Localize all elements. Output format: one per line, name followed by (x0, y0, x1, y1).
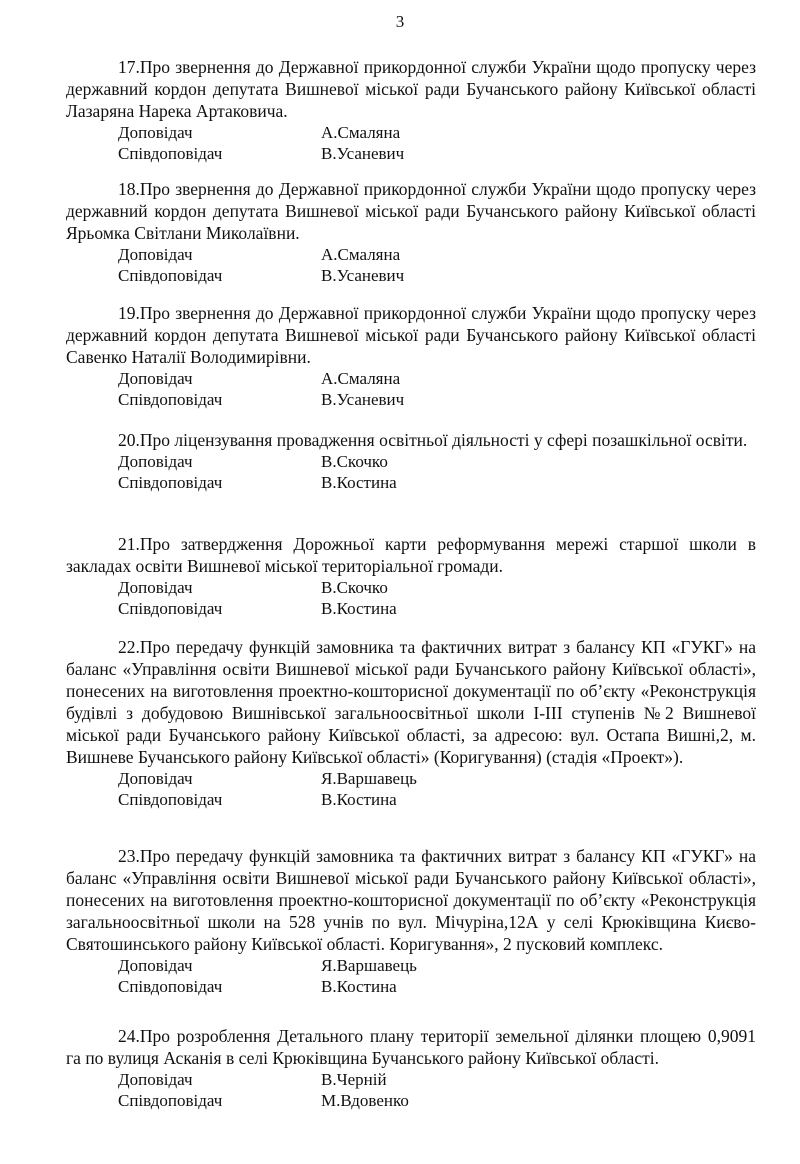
speaker-row (118, 244, 756, 265)
co-speaker-name: В.Усаневич (321, 266, 405, 285)
agenda-item-text: 24.Про розроблення Детального плану території земельної ділянки площею 0,9091 га по вулиця Асканія в селі Крюківщина Бучанського району Київської області. (66, 1026, 756, 1068)
co-speaker-label: Співдоповідач (118, 1091, 223, 1110)
co-speaker-label: Співдоповідач (118, 266, 223, 285)
co-speaker-row (118, 1090, 756, 1111)
co-speaker-row (118, 265, 756, 286)
agenda-item-24 (66, 1025, 756, 1111)
co-speaker-row (118, 389, 756, 410)
co-speaker-label: Співдоповідач (118, 977, 223, 996)
speaker-row (118, 1069, 756, 1090)
co-speaker-row (118, 789, 756, 810)
speaker-label: Доповідач (118, 956, 193, 975)
co-speaker-name: В.Костина (321, 790, 397, 809)
agenda-item-23 (66, 845, 756, 997)
co-speaker-label: Співдоповідач (118, 390, 223, 409)
co-speaker-name: В.Костина (321, 977, 397, 996)
speaker-row (118, 577, 756, 598)
co-speaker-row (118, 472, 756, 493)
co-speaker-name: В.Усаневич (321, 390, 405, 409)
co-speaker-label: Співдоповідач (118, 473, 223, 492)
speaker-row (118, 368, 756, 389)
co-speaker-row (118, 598, 756, 619)
agenda-item-text: 22.Про передачу функцій замовника та фактичних витрат з балансу КП «ГУКГ» на баланс «Управління освіти Вишневої міської ради Бучанського району Київської області», понесених на виготовлення проектно-кошторисної документації по об’єкту «Реконструкція будівлі з добудовою Вишнівської загальноосвітньої школи І-ІІІ ступенів №2 Вишневої міської ради Бучанського району Київської області, за адресою: вул. Остапа Вишні,2, м. Вишневе Бучанського району Київської області» (Коригування) (стадія «Проект»). (66, 637, 756, 767)
agenda-item-17 (66, 56, 756, 164)
agenda-item-text: 18.Про звернення до Державної прикордонної служби України щодо пропуску через державний кордон депутата Вишневої міської ради Бучанського району Київської області Ярьомка Світлани Миколаївни. (66, 179, 756, 243)
speaker-label: Доповідач (118, 369, 193, 388)
co-speaker-label: Співдоповідач (118, 599, 223, 618)
speaker-row (118, 122, 756, 143)
speaker-name: Я.Варшавець (321, 769, 417, 788)
co-speaker-name: В.Костина (321, 599, 397, 618)
speaker-name: В.Скочко (321, 452, 388, 471)
speaker-row (118, 768, 756, 789)
speaker-label: Доповідач (118, 1070, 193, 1089)
speaker-label: Доповідач (118, 578, 193, 597)
speaker-name: А.Смаляна (321, 369, 401, 388)
agenda-item-21 (66, 533, 756, 619)
speaker-label: Доповідач (118, 123, 193, 142)
co-speaker-label: Співдоповідач (118, 144, 223, 163)
agenda-item-text: 19.Про звернення до Державної прикордонної служби України щодо пропуску через державний кордон депутата Вишневої міської ради Бучанського району Київської області Савенко Наталії Володимирівни. (66, 303, 756, 367)
speaker-label: Доповідач (118, 769, 193, 788)
speaker-label: Доповідач (118, 245, 193, 264)
agenda-item-text: 20.Про ліцензування провадження освітньої діяльності у сфері позашкільної освіти. (118, 430, 748, 450)
speaker-name: Я.Варшавець (321, 956, 417, 975)
page-number: 3 (395, 12, 405, 31)
co-speaker-name: М.Вдовенко (321, 1091, 409, 1110)
co-speaker-name: В.Костина (321, 473, 397, 492)
speaker-name: А.Смаляна (321, 245, 401, 264)
speaker-name: В.Черній (321, 1070, 387, 1089)
agenda-item-18 (66, 178, 756, 286)
co-speaker-row (118, 976, 756, 997)
co-speaker-name: В.Усаневич (321, 144, 405, 163)
agenda-item-19 (66, 302, 756, 410)
speaker-name: В.Скочко (321, 578, 388, 597)
agenda-item-22 (66, 636, 756, 810)
agenda-item-text: 17.Про звернення до Державної прикордонної служби України щодо пропуску через державний кордон депутата Вишневої міської ради Бучанського району Київської області Лазаряна Нарека Артаковича. (66, 57, 756, 121)
co-speaker-row (118, 143, 756, 164)
speaker-row (118, 955, 756, 976)
agenda-item-text: 23.Про передачу функцій замовника та фактичних витрат з балансу КП «ГУКГ» на баланс «Управління освіти Вишневої міської ради Бучанського району Київської області», понесених на виготовлення проектно-кошторисної документації по об’єкту «Реконструкція загальноосвітньої школи на 528 учнів по вул. Мічуріна,12А у селі Крюківщина Києво-Святошинського району Київської області. Коригування», 2 пусковий комплекс. (66, 846, 756, 954)
speaker-row (118, 451, 756, 472)
agenda-item-text: 21.Про затвердження Дорожньої карти реформування мережі старшої школи в закладах освіти Вишневої міської територіальної громади. (66, 534, 756, 576)
agenda-item-20 (66, 429, 756, 493)
speaker-name: А.Смаляна (321, 123, 401, 142)
speaker-label: Доповідач (118, 452, 193, 471)
co-speaker-label: Співдоповідач (118, 790, 223, 809)
